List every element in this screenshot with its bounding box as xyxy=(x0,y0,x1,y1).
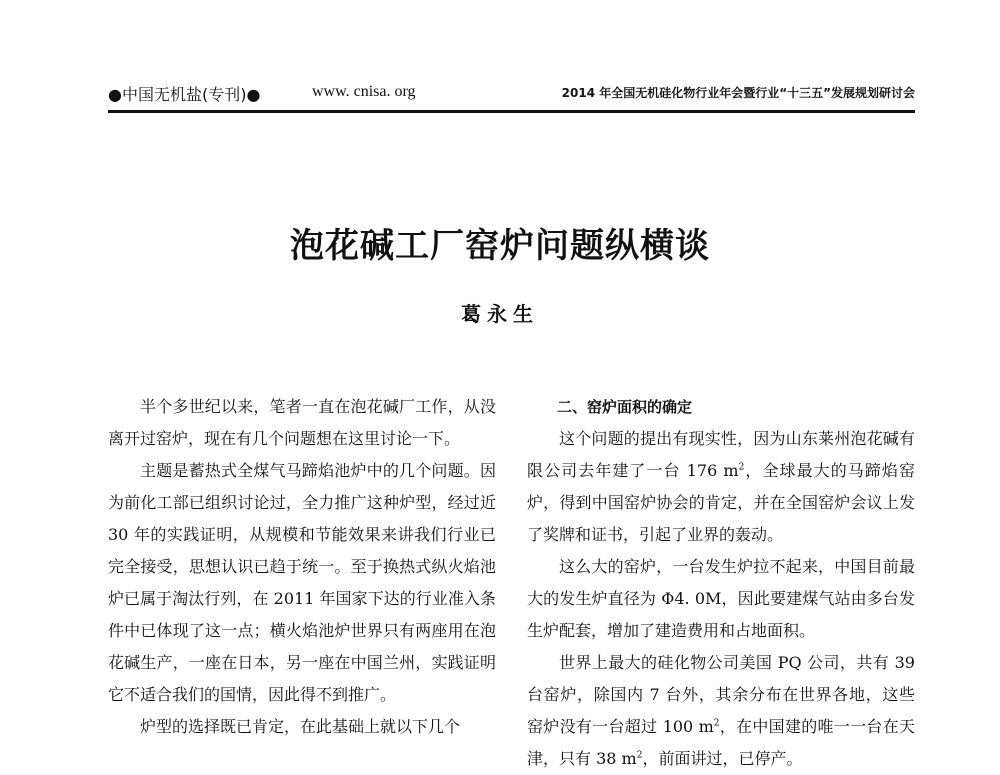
article-title: 泡花碱工厂窑炉问题纵横谈 xyxy=(290,226,710,266)
paragraph: 半个多世纪以来，笔者一直在泡花碱厂工作，从没离开过窑炉，现在有几个问题想在这里讨论一下。 xyxy=(108,397,496,448)
conference-name: 2014 年全国无机硅化物行业年会暨行业“十三五”发展规划研讨会 xyxy=(561,86,915,100)
journal-url[interactable]: www. cnisa. org xyxy=(312,83,416,100)
running-header xyxy=(108,82,915,110)
paragraph: 这个问题的提出有现实性，因为山东莱州泡花碱有限公司去年建了一台 176 $m^2$，全球最大的马蹄焰窑炉，得到中国窑炉协会的肯定，并在全国窑炉会议上发了奖牌和证书，引起了业界的轰动。 xyxy=(527,429,915,544)
paragraph: 炉型的选择既已肯定，在此基础上就以下几个 xyxy=(140,717,461,736)
section-heading: 二、窑炉面积的确定 xyxy=(557,398,693,416)
article-author: 葛永生 xyxy=(461,302,539,326)
paragraph: 主题是蓄热式全煤气马蹄焰池炉中的几个问题。因为前化工部已组织讨论过，全力推广这种炉型，经过近 30 年的实践证明，从规模和节能效果来讲我们行业已完全接受，思想认识已趋于统一。至于换热式纵火焰池炉已属于淘汰行列，在 2011 年国家下达的行业准入条件中已体现了这一点；横火焰池炉世界只有两座用在泡花碱生产，一座在日本，另一座在中国兰州，实践证明它不适合我们的国情，因此得不到推广。 xyxy=(108,461,496,704)
paragraph: 世界上最大的硅化物公司美国 PQ 公司，共有 39 台窑炉，除国内 7 台外，其余分布在世界各地，这些窑炉没有一台超过 100 $m^2$，在中国建的唯一一台在天津，只有 38 $m^2$，前面讲过，已停产。 xyxy=(527,653,915,768)
paragraph: 这么大的窑炉，一台发生炉拉不起来，中国目前最大的发生炉直径为 Φ4. 0M，因此要建煤气站由多台发生炉配套，增加了建造费用和占地面积。 xyxy=(527,557,915,640)
left-column xyxy=(108,391,496,743)
right-column xyxy=(527,391,915,775)
header-rule xyxy=(108,110,915,113)
journal-name: ●中国无机盐(专刊)● xyxy=(108,85,261,104)
